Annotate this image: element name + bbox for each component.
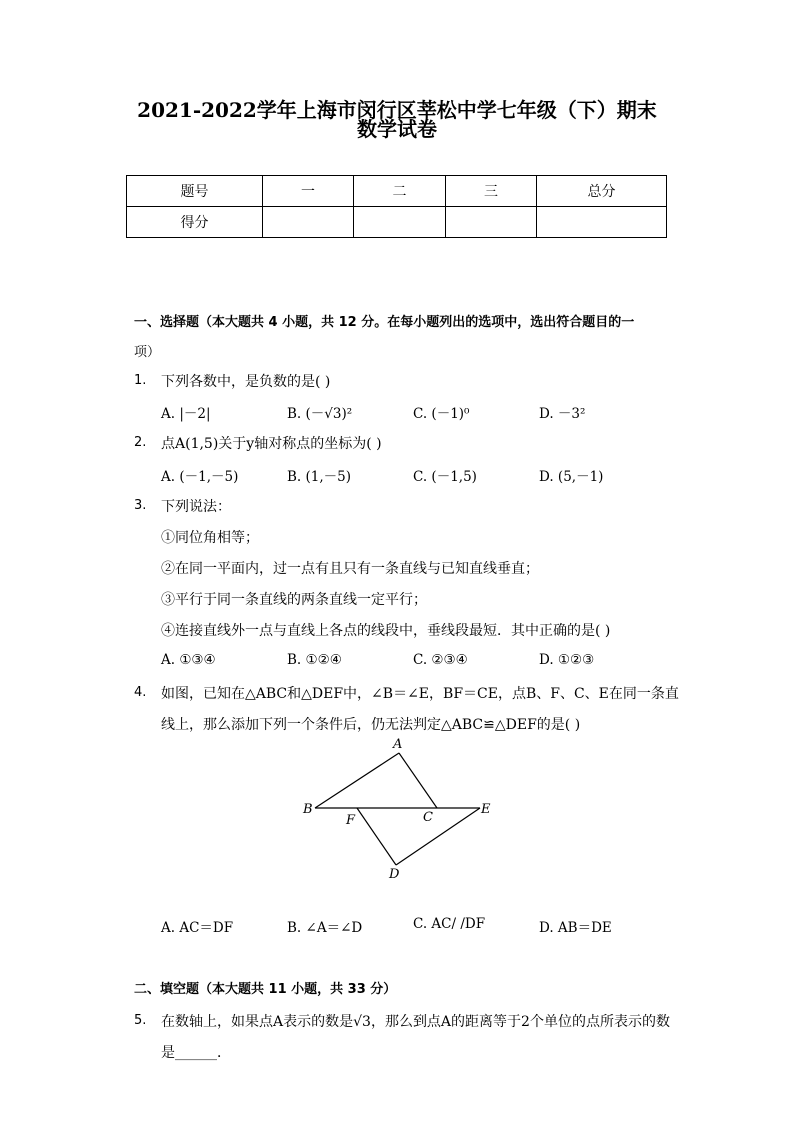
q3-statement-1: ①同位角相等； <box>161 530 259 546</box>
q4-number: 4. <box>134 685 147 700</box>
score-header-cell: 总分 <box>537 176 667 207</box>
q3-option-a: A. ①③④ <box>161 652 216 668</box>
q4-triangle-figure <box>295 733 500 883</box>
q2-number: 2. <box>134 435 147 450</box>
section1-heading: 一、选择题（本大题共 4 小题，共 12 分。在每小题列出的选项中，选出符合题目的一 <box>134 315 635 330</box>
label-F: F <box>346 813 356 828</box>
score-row-label: 得分 <box>127 207 263 238</box>
segment-AC <box>399 753 437 808</box>
segment-DE <box>396 808 480 865</box>
section1-heading-cont: 项） <box>134 345 161 360</box>
score-cell <box>354 207 446 238</box>
exam-title-line2: 数学试卷 <box>357 117 437 141</box>
q2-option-b: B. (1,－5) <box>287 469 352 485</box>
label-B: B <box>303 802 313 817</box>
q4-option-d: D. AB＝DE <box>539 920 612 936</box>
q4-stem-line2: 线上，那么添加下列一个条件后，仍无法判定△ABC≌△DEF的是( ) <box>161 717 581 733</box>
q3-statement-3: ③平行于同一条直线的两条直线一定平行； <box>161 592 427 608</box>
q5-stem-line2: 是______． <box>161 1045 231 1061</box>
exam-title-line1: 2021-2022学年上海市闵行区莘松中学七年级（下）期末 <box>137 98 657 122</box>
q4-option-c: C. AC/ /DF <box>413 916 486 932</box>
q5-number: 5. <box>134 1013 147 1028</box>
q1-option-a: A. |－2| <box>161 406 211 422</box>
score-cell <box>263 207 354 238</box>
q4-stem-line1: 如图，已知在△ABC和△DEF中，∠B＝∠E，BF＝CE，点B、F、C、E在同一条直 <box>161 686 679 702</box>
q3-option-b: B. ①②④ <box>287 652 342 668</box>
q5-stem-line1: 在数轴上，如果点A表示的数是√3，那么到点A的距离等于2个单位的点所表示的数 <box>161 1014 670 1030</box>
q2-option-c: C. (－1,5) <box>413 469 477 485</box>
q1-stem: 下列各数中，是负数的是( ) <box>161 374 331 390</box>
q2-stem: 点A(1,5)关于y轴对称点的坐标为( ) <box>161 436 382 452</box>
score-table-header-row <box>127 176 667 207</box>
q1-option-d: D. －3² <box>539 406 586 422</box>
q1-option-c: C. (－1)⁰ <box>413 406 470 422</box>
section2-heading: 二、填空题（本大题共 11 小题，共 33 分） <box>134 982 397 997</box>
q4-option-b: B. ∠A＝∠D <box>287 920 363 936</box>
score-table <box>126 175 667 238</box>
q1-option-b: B. (－√3)² <box>287 406 353 422</box>
label-A: A <box>393 737 403 752</box>
label-D: D <box>389 867 400 882</box>
score-header-cell: 三 <box>446 176 537 207</box>
label-E: E <box>481 802 491 817</box>
segment-BA <box>315 753 399 808</box>
score-header-cell: 二 <box>354 176 446 207</box>
score-table-score-row <box>127 207 667 238</box>
score-cell <box>537 207 667 238</box>
q3-stem: 下列说法： <box>161 499 231 515</box>
q3-number: 3. <box>134 498 147 513</box>
q2-option-a: A. (－1,－5) <box>161 469 239 485</box>
score-cell <box>446 207 537 238</box>
score-header-cell: 题号 <box>127 176 263 207</box>
q3-statement-4: ④连接直线外一点与直线上各点的线段中，垂线段最短．其中正确的是( ) <box>161 623 611 639</box>
q3-option-c: C. ②③④ <box>413 652 468 668</box>
q2-option-d: D. (5,－1) <box>539 469 604 485</box>
segment-FD <box>357 808 396 865</box>
q4-option-a: A. AC＝DF <box>161 920 234 936</box>
q3-option-d: D. ①②③ <box>539 652 595 668</box>
q1-number: 1. <box>134 373 147 388</box>
score-header-cell: 一 <box>263 176 354 207</box>
label-C: C <box>423 810 433 825</box>
q3-statement-2: ②在同一平面内，过一点有且只有一条直线与已知直线垂直； <box>161 561 539 577</box>
